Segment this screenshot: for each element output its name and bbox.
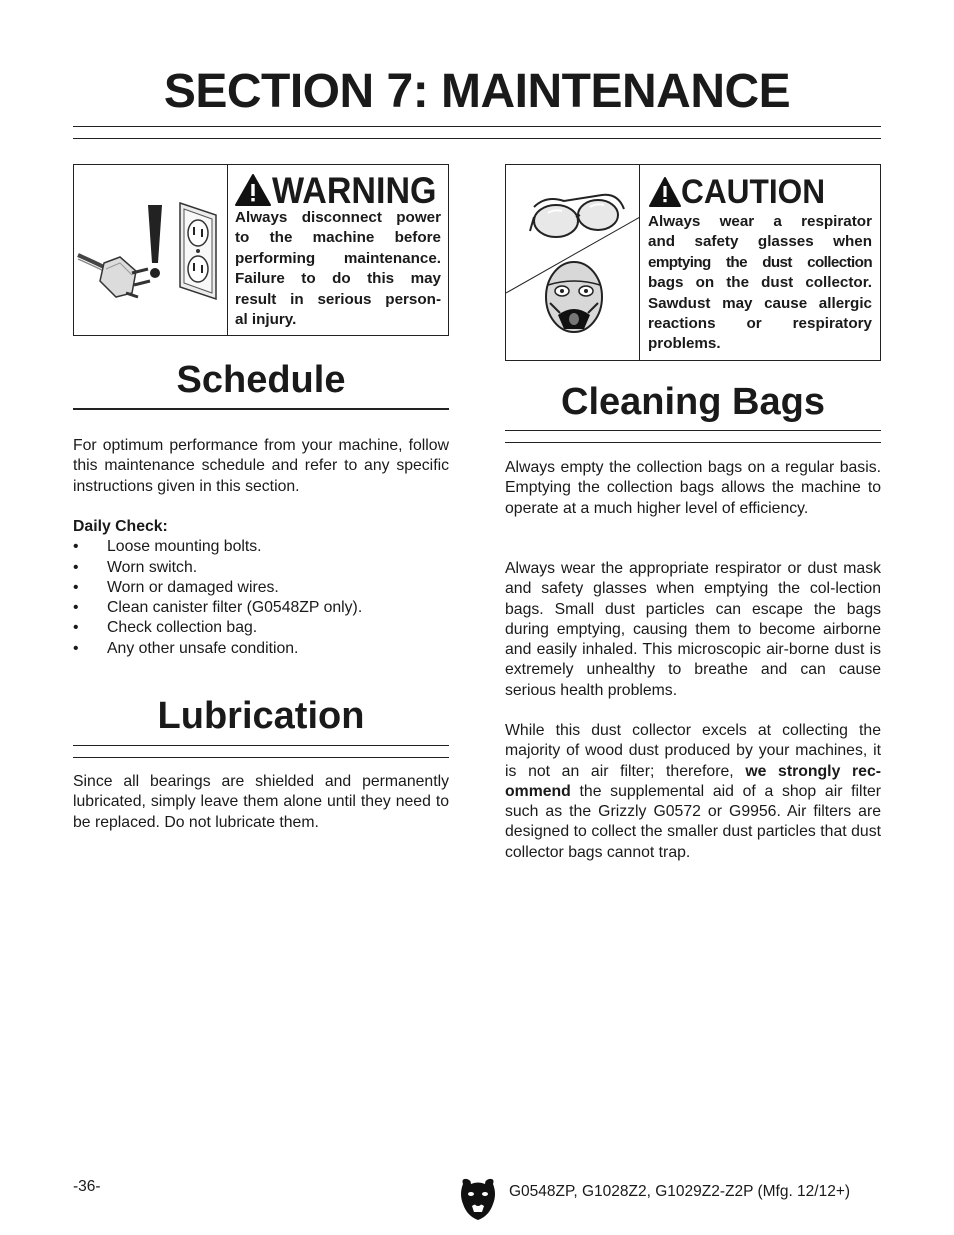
caution-line: bags on the dust collector. [648, 274, 872, 292]
bullet: • [73, 578, 79, 596]
p3-text: While this dust collector excels at collecting the majority of wood dust produced by your machines, it is not an air filter; therefore, [505, 722, 881, 780]
page-number: -36- [73, 1178, 101, 1195]
bear-logo-icon [459, 1176, 497, 1222]
list-item [73, 639, 449, 659]
p3-emphasis: we strongly rec-ommend [505, 762, 881, 800]
exclamation-mark [148, 205, 162, 278]
daily-check-list [73, 517, 449, 659]
list-item-text: Loose mounting bolts. [107, 538, 262, 556]
caution-box [505, 164, 881, 361]
page-title: SECTION 7: MAINTENANCE [163, 65, 791, 118]
list-item [73, 578, 449, 598]
warning-line: Always disconnect power [235, 209, 441, 226]
lubrication-rule-top [73, 745, 449, 746]
caution-text [648, 212, 872, 355]
schedule-heading: Schedule [176, 359, 346, 401]
caution-line: Sawdust may cause allergic [648, 294, 872, 312]
schedule-intro: For optimum performance from your machine, follow this maintenance schedule and refer to any specific instructions given in this section. [73, 437, 449, 495]
list-item [73, 537, 449, 557]
plug-icon [78, 255, 150, 297]
lubrication-rule-bottom [73, 757, 449, 758]
ppe-illustration [506, 165, 640, 360]
plug-outlet-illustration [76, 193, 224, 311]
cleaning-paragraph-2: Always wear the appropriate respirator or dust mask and safety glasses when emptying the col-lection bags. Small dust particles can escape the bags during emptying, causing them to become airborne and easily inhaled. This microscopic air-borne dust is extremely unhealthy to breathe and can cause serious health problems. [505, 560, 881, 699]
warning-line: Failure to do this may [235, 270, 441, 288]
caution-line: Always wear a respirator [648, 213, 872, 230]
caution-line: emptying the dust collection [648, 253, 872, 271]
warning-text [235, 208, 441, 330]
list-item-text: Worn or damaged wires. [107, 578, 279, 596]
list-item [73, 558, 449, 578]
caution-line: reactions or respiratory [648, 315, 872, 333]
list-item-text: Clean canister filter (G0548ZP only). [107, 599, 363, 617]
p3-text: the supplemental aid of a shop air filter such as the Grizzly G0572 or G9956. Air filters are designed to collect the smaller dust particles that dust collector bags cannot trap. [505, 782, 882, 861]
safety-glasses-icon [530, 195, 624, 237]
warning-line: al injury. [235, 311, 297, 329]
list-item [73, 598, 449, 618]
list-item-text: Worn switch. [107, 558, 198, 576]
warning-box [73, 164, 449, 336]
bullet: • [73, 599, 79, 617]
cleaning-rule-bottom [505, 442, 881, 443]
caution-header: CAUTION [681, 173, 826, 211]
cleaning-paragraph-1: Always empty the collection bags on a regular basis. Emptying the collection bags allows the machine to operate at a much higher level of efficiency. [505, 459, 881, 517]
bullet: • [73, 558, 79, 576]
bullet: • [73, 639, 79, 657]
list-item-text: Check collection bag. [107, 619, 258, 637]
title-rule-top [73, 126, 881, 127]
caution-line: problems. [648, 335, 721, 353]
outlet-icon [180, 203, 216, 299]
warning-line: to the machine before [235, 229, 441, 247]
cleaning-paragraph-3 [505, 721, 881, 863]
warning-line: result in serious person- [235, 290, 441, 308]
caution-line: and safety glasses when [648, 233, 872, 251]
list-item-text: Any other unsafe condition. [107, 639, 299, 657]
warning-triangle-icon [234, 173, 272, 207]
title-rule-bottom [73, 138, 881, 139]
caution-triangle-icon [648, 176, 682, 208]
warning-header: WARNING [272, 170, 437, 211]
respirator-icon [546, 262, 602, 332]
bullet: • [73, 619, 79, 637]
schedule-rule [73, 408, 449, 410]
cleaning-rule-top [505, 430, 881, 431]
bullet: • [73, 538, 79, 556]
model-footer-text: G0548ZP, G1028Z2, G1029Z2-Z2P (Mfg. 12/12+) [509, 1183, 851, 1200]
list-item [73, 618, 449, 638]
cleaning-bags-heading: Cleaning Bags [561, 381, 825, 423]
lubrication-heading: Lubrication [157, 695, 365, 737]
warning-line: performing maintenance. [235, 249, 441, 267]
daily-check-label: Daily Check: [73, 518, 168, 535]
lubrication-text: Since all bearings are shielded and permanently lubricated, simply leave them alone until they need to be replaced. Do not lubricate them. [73, 773, 449, 831]
